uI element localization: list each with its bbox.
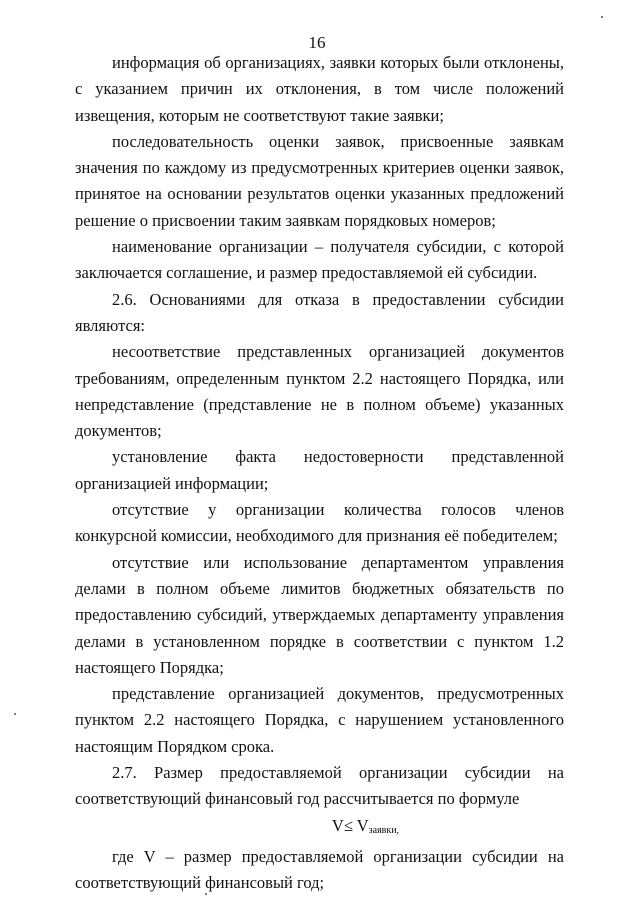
paragraph: наименование организации – получателя субсидии, с которой заключается соглашение, и размер предоставляемой ей субсидии. — [75, 237, 564, 283]
paragraph: несоответствие представленных организацией документов требованиям, определенным пунктом 2.2 настоящего Порядка, или непредставление (представление не в полном объеме) указанных документов; — [75, 342, 564, 441]
scan-speck — [601, 16, 603, 18]
scan-speck — [14, 713, 16, 715]
paragraph: последовательность оценки заявок, присвоенные заявкам значения по каждому из предусмотренных критериев оценки заявок, принятое на основании результатов оценки указанных предложений решение о присвоении таким заявкам порядковых номеров; — [75, 131, 564, 230]
paragraph: отсутствие у организации количества голосов членов конкурсной комиссии, необходимого для признания её победителем; — [75, 500, 564, 546]
paragraph: информация об организациях, заявки которых были отклонены, с указанием причин их отклонения, в том числе положений извещения, которым не соответствуют такие заявки; — [75, 53, 564, 125]
paragraph: установление факта недостоверности представленной организацией информации; — [75, 447, 564, 493]
page-number: 16 — [308, 33, 326, 52]
document-body — [75, 50, 564, 897]
paragraph: отсутствие или использование департаментом управления делами в полном объеме лимитов бюджетных обязательств по предоставлению субсидий, утверждаемых департаменту управления делами в установленном порядке в соответствии с пунктом 1.2 настоящего Порядка; — [75, 552, 564, 677]
formula-main: V≤ V — [331, 815, 369, 835]
paragraph: представление организацией документов, предусмотренных пунктом 2.2 настоящего Порядка, с нарушением установленного настоящим Порядком срока. — [75, 684, 564, 756]
section-2-7-paragraph: 2.7. Размер предоставляемой организации субсидии на соответствующий финансовый год рассчитывается по формуле — [75, 763, 564, 809]
scan-speck — [205, 893, 207, 895]
section-heading-2-6: 2.6. Основаниями для отказа в предоставлении субсидии являются: — [75, 289, 564, 335]
paragraph: где V – размер предоставляемой организации субсидии на соответствующий финансовый год; — [75, 846, 564, 893]
formula-subscript: заявки, — [368, 824, 400, 836]
formula — [75, 813, 564, 844]
